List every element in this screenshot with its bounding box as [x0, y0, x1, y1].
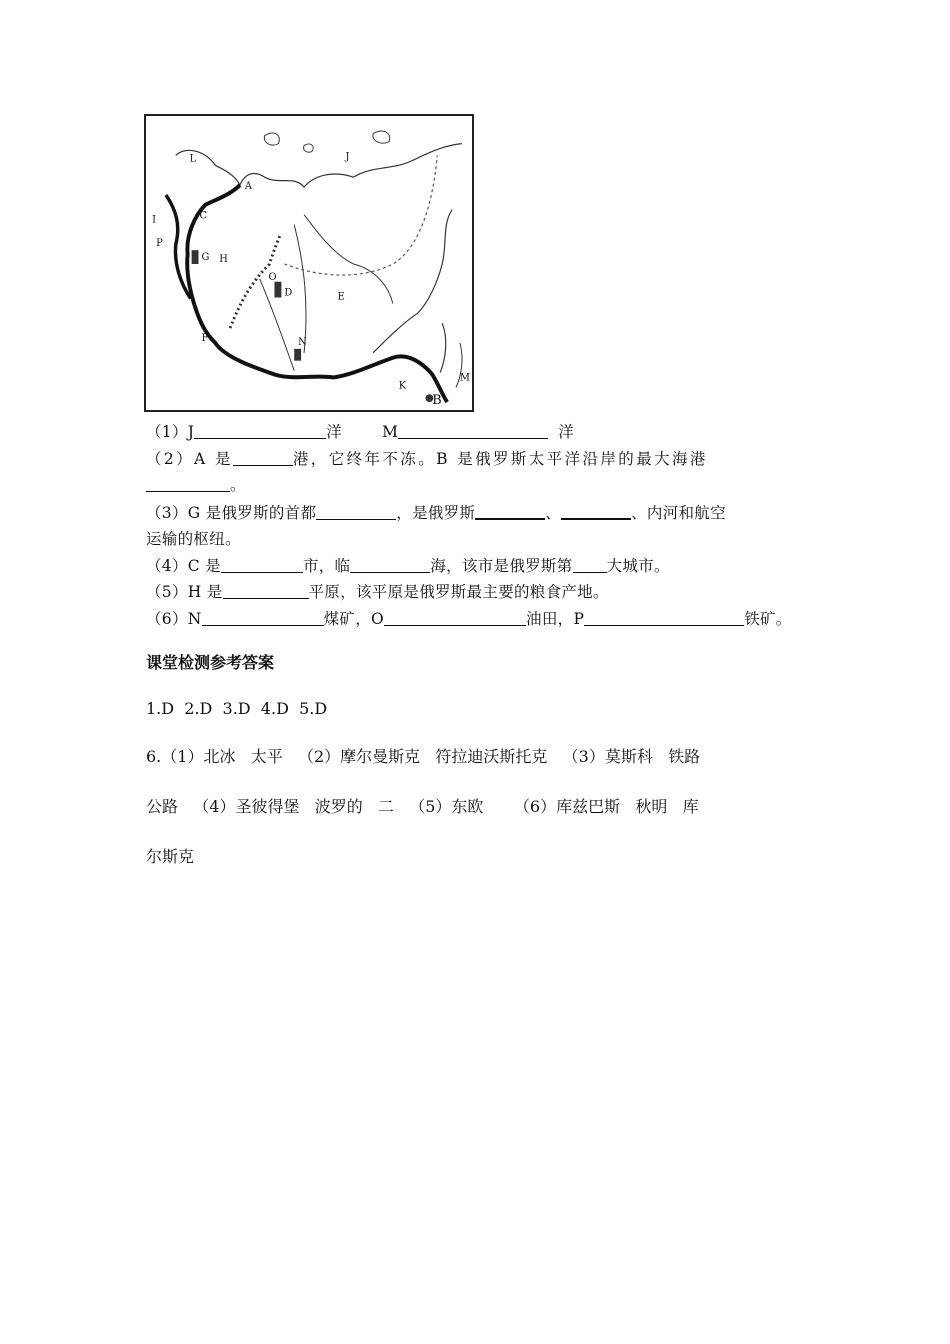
- q4-blank-rank[interactable]: [573, 556, 607, 573]
- answers-line-1: 1.D 2.D 3.D 4.D 5.D: [146, 699, 328, 718]
- map-label-e: E: [337, 291, 345, 303]
- map-label-m: M: [459, 372, 471, 384]
- map-label-i: I: [152, 214, 157, 226]
- question-2-cont: [146, 475, 246, 495]
- question-2: [146, 449, 708, 469]
- q1-m: M: [382, 423, 399, 441]
- q3-blank-capital[interactable]: [316, 503, 396, 520]
- q5-text: 平原，该平原是俄罗斯最主要的粮食产地。: [308, 583, 609, 601]
- map-label-d: D: [284, 287, 293, 299]
- question-3-cont: [146, 529, 241, 549]
- map-label-f: F: [201, 332, 209, 344]
- q6-text: 煤矿，O: [323, 610, 385, 628]
- q6-prefix: （6）N: [146, 610, 202, 628]
- question-3: [146, 502, 726, 523]
- q3-end: 运输的枢纽。: [146, 530, 241, 548]
- q4-blank-sea[interactable]: [350, 556, 430, 573]
- q2-prefix: （2）A 是: [146, 450, 233, 468]
- q3-sep: 、: [545, 504, 562, 522]
- q1-blank-j[interactable]: [194, 422, 326, 439]
- q2-text: 港，它终年不冻。B 是俄罗斯太平洋沿岸的最大海港: [292, 450, 708, 468]
- q5-blank-plain[interactable]: [223, 582, 309, 599]
- map-label-a: A: [244, 181, 252, 193]
- map-label-n: N: [298, 336, 307, 348]
- map-label-l: L: [189, 153, 197, 165]
- q2-blank-b[interactable]: [146, 475, 230, 492]
- question-4: [146, 556, 670, 576]
- q2-blank-a[interactable]: [233, 449, 293, 466]
- q1-prefix: （1）J: [146, 423, 195, 441]
- q6-blank-coal[interactable]: [202, 609, 324, 626]
- answers-line-2: 6.（1）北冰 太平 （2）摩尔曼斯克 符拉迪沃斯托克 （3）莫斯科 铁路: [146, 747, 701, 766]
- map-label-o: O: [268, 271, 277, 283]
- q6-text-2: 油田，P: [526, 610, 585, 628]
- answers-line-4: 尔斯克: [146, 847, 195, 866]
- q4-text: 市，临: [302, 557, 351, 575]
- map-label-h: H: [219, 254, 228, 266]
- q1-blank-m[interactable]: [398, 422, 548, 439]
- q6-blank-oil[interactable]: [384, 609, 526, 626]
- q4-end: 大城市。: [606, 557, 670, 575]
- map-label-k: K: [398, 380, 407, 392]
- question-6: [146, 609, 792, 629]
- map-label-p: P: [156, 238, 163, 250]
- q4-text-2: 海，该市是俄罗斯第: [430, 557, 573, 575]
- q3-text-2: 、内河和航空: [631, 504, 726, 522]
- question-5: [146, 582, 609, 602]
- map-label-j: J: [345, 151, 350, 163]
- q6-blank-iron[interactable]: [584, 609, 744, 626]
- map-label-b: B: [432, 393, 442, 409]
- russia-map: [144, 114, 474, 412]
- map-label-c: C: [199, 210, 208, 222]
- q6-end: 铁矿。: [744, 610, 792, 628]
- q2-end: 。: [230, 476, 246, 494]
- map-label-g: G: [201, 252, 210, 264]
- q3-blank-transport-1[interactable]: [475, 502, 545, 520]
- q4-prefix: （4）C 是: [146, 557, 221, 575]
- russia-map-drawing: [146, 116, 472, 410]
- q3-text: ，是俄罗斯: [396, 504, 476, 522]
- q3-prefix: （3）G 是俄罗斯的首都: [146, 504, 317, 522]
- answers-heading: 课堂检测参考答案: [146, 653, 275, 672]
- q3-blank-transport-2[interactable]: [561, 502, 631, 520]
- q1-ocean: 洋: [326, 423, 343, 441]
- q5-prefix: （5）H 是: [146, 583, 223, 601]
- q1-ocean-2: 洋: [558, 423, 575, 441]
- answers-line-3: 公路 （4）圣彼得堡 波罗的 二 （5）东欧 （6）库兹巴斯 秋明 库: [146, 797, 699, 816]
- q4-blank-city[interactable]: [221, 556, 303, 573]
- question-1: [146, 422, 574, 442]
